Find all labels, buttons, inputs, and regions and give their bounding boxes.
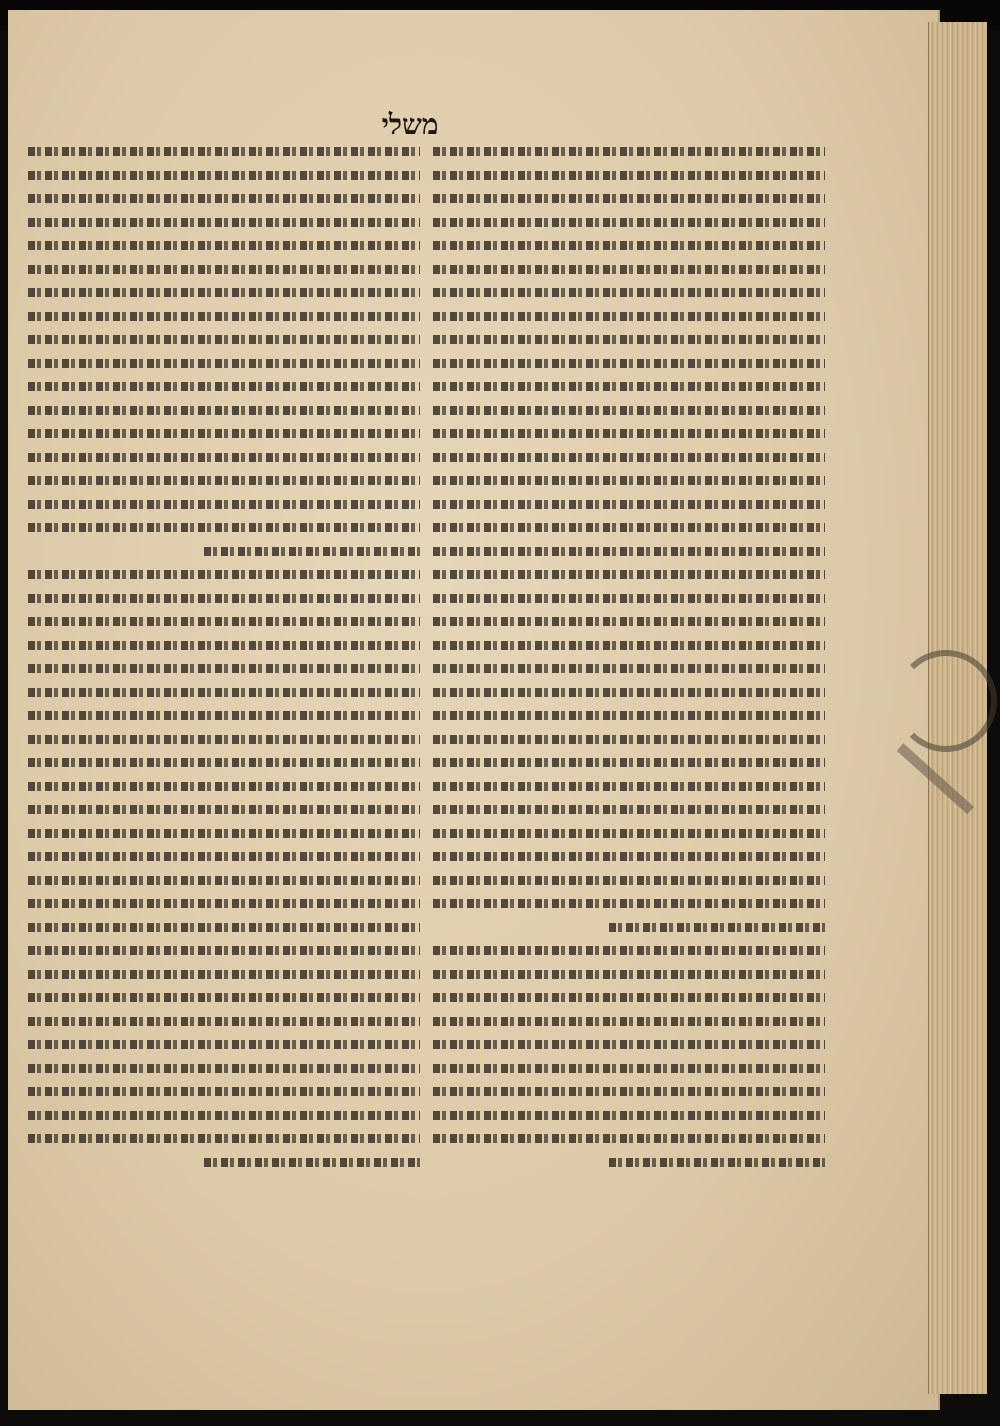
text-line-ink xyxy=(28,288,420,297)
text-line xyxy=(28,892,420,916)
text-line-ink xyxy=(433,288,825,297)
page-clip xyxy=(895,650,997,752)
text-line xyxy=(433,1057,825,1081)
text-line xyxy=(28,1080,420,1104)
text-line xyxy=(28,822,420,846)
text-line xyxy=(28,305,420,329)
text-line xyxy=(28,657,420,681)
text-line-ink xyxy=(433,218,825,227)
text-line-ink xyxy=(433,735,825,744)
text-line-ink xyxy=(28,147,420,156)
text-line-ink xyxy=(433,570,825,579)
text-line-ink xyxy=(433,1064,825,1073)
text-line xyxy=(433,822,825,846)
text-line-ink xyxy=(28,617,420,626)
text-line-ink xyxy=(28,829,420,838)
text-line-ink xyxy=(433,382,825,391)
text-line-ink xyxy=(433,617,825,626)
text-line-ink xyxy=(433,359,825,368)
text-line xyxy=(28,751,420,775)
text-line-ink xyxy=(433,194,825,203)
text-line-ink xyxy=(28,711,420,720)
text-line-ink xyxy=(28,782,420,791)
text-line-ink xyxy=(433,406,825,415)
text-line-ink xyxy=(433,1040,825,1049)
text-line-ink xyxy=(28,1087,420,1096)
text-line xyxy=(433,187,825,211)
text-line-ink xyxy=(433,171,825,180)
text-line xyxy=(433,610,825,634)
text-line-ink xyxy=(433,147,825,156)
text-line xyxy=(28,1010,420,1034)
text-line-ink xyxy=(28,570,420,579)
text-line xyxy=(433,352,825,376)
text-line-ink xyxy=(433,664,825,673)
text-line xyxy=(433,469,825,493)
text-line xyxy=(433,587,825,611)
text-line xyxy=(28,258,420,282)
text-line xyxy=(28,681,420,705)
text-line-ink xyxy=(28,1064,420,1073)
text-line-ink xyxy=(433,758,825,767)
running-head: משלי xyxy=(381,108,439,141)
text-line-ink xyxy=(28,312,420,321)
text-line-ink xyxy=(28,335,420,344)
text-line-ink xyxy=(433,1017,825,1026)
text-line xyxy=(28,187,420,211)
text-line xyxy=(28,916,420,940)
text-line xyxy=(609,1151,825,1175)
text-line-ink xyxy=(28,500,420,509)
text-line xyxy=(609,916,825,940)
text-line-ink xyxy=(28,1017,420,1026)
text-line xyxy=(433,211,825,235)
text-line-ink xyxy=(28,218,420,227)
text-line xyxy=(28,798,420,822)
text-line xyxy=(28,587,420,611)
text-line xyxy=(28,328,420,352)
text-line-ink xyxy=(28,993,420,1002)
text-line xyxy=(433,399,825,423)
text-line-ink xyxy=(28,805,420,814)
text-line xyxy=(433,328,825,352)
text-line xyxy=(28,1127,420,1151)
text-line-ink xyxy=(433,523,825,532)
text-line-ink xyxy=(204,547,420,556)
text-line xyxy=(433,563,825,587)
text-line-ink xyxy=(28,852,420,861)
text-line xyxy=(28,352,420,376)
text-line-ink xyxy=(609,923,825,932)
text-line xyxy=(433,986,825,1010)
text-line xyxy=(433,164,825,188)
text-line-ink xyxy=(28,241,420,250)
text-line xyxy=(433,446,825,470)
text-line xyxy=(433,540,825,564)
text-line-ink xyxy=(28,1040,420,1049)
text-line xyxy=(28,634,420,658)
text-line-ink xyxy=(28,946,420,955)
text-line-ink xyxy=(28,641,420,650)
text-line-ink xyxy=(433,265,825,274)
text-line xyxy=(28,422,420,446)
text-line-ink xyxy=(609,1158,825,1167)
text-line xyxy=(433,516,825,540)
text-line-ink xyxy=(433,641,825,650)
text-line-ink xyxy=(433,476,825,485)
text-line xyxy=(28,939,420,963)
text-line-ink xyxy=(433,899,825,908)
text-line xyxy=(433,305,825,329)
text-line-ink xyxy=(28,1111,420,1120)
text-line-ink xyxy=(433,429,825,438)
text-line-ink xyxy=(28,194,420,203)
text-line xyxy=(433,634,825,658)
text-line xyxy=(433,1033,825,1057)
text-line xyxy=(28,375,420,399)
text-line-ink xyxy=(28,171,420,180)
text-line xyxy=(28,399,420,423)
text-line-ink xyxy=(433,970,825,979)
text-line-ink xyxy=(28,923,420,932)
text-line-ink xyxy=(433,335,825,344)
text-line xyxy=(28,234,420,258)
text-line xyxy=(433,728,825,752)
text-line xyxy=(433,657,825,681)
text-line xyxy=(433,704,825,728)
text-line xyxy=(28,211,420,235)
text-line-ink xyxy=(28,758,420,767)
text-line xyxy=(433,681,825,705)
text-column-left xyxy=(28,140,420,1185)
text-line-ink xyxy=(28,899,420,908)
text-line xyxy=(28,869,420,893)
text-line xyxy=(28,469,420,493)
text-line-ink xyxy=(28,453,420,462)
text-line xyxy=(433,845,825,869)
text-line xyxy=(433,1080,825,1104)
text-line-ink xyxy=(28,429,420,438)
text-line xyxy=(433,258,825,282)
text-line-ink xyxy=(433,805,825,814)
text-line-ink xyxy=(433,453,825,462)
text-line xyxy=(28,1057,420,1081)
text-line xyxy=(28,704,420,728)
text-line-ink xyxy=(433,852,825,861)
text-line xyxy=(28,986,420,1010)
text-line-ink xyxy=(433,782,825,791)
text-line-ink xyxy=(433,946,825,955)
text-line-ink xyxy=(433,711,825,720)
text-line-ink xyxy=(28,1134,420,1143)
text-line xyxy=(28,516,420,540)
text-line xyxy=(433,775,825,799)
text-line-ink xyxy=(28,876,420,885)
text-line-ink xyxy=(433,1087,825,1096)
text-line xyxy=(28,610,420,634)
text-line xyxy=(28,493,420,517)
text-line-ink xyxy=(28,382,420,391)
text-line xyxy=(433,939,825,963)
text-line xyxy=(433,751,825,775)
text-line-ink xyxy=(28,970,420,979)
text-line xyxy=(433,963,825,987)
text-line xyxy=(28,563,420,587)
text-line xyxy=(433,1127,825,1151)
text-line xyxy=(433,1104,825,1128)
text-line-ink xyxy=(204,1158,420,1167)
text-line-ink xyxy=(433,241,825,250)
text-line-ink xyxy=(28,594,420,603)
text-line-ink xyxy=(433,993,825,1002)
text-line-ink xyxy=(433,1134,825,1143)
text-line-ink xyxy=(433,594,825,603)
text-line xyxy=(28,164,420,188)
text-line-ink xyxy=(433,876,825,885)
text-line xyxy=(433,869,825,893)
text-line-ink xyxy=(28,476,420,485)
text-line xyxy=(433,281,825,305)
text-line xyxy=(28,281,420,305)
text-line-ink xyxy=(28,664,420,673)
text-column-right xyxy=(433,140,825,1185)
text-line xyxy=(28,963,420,987)
text-line xyxy=(28,1033,420,1057)
text-line xyxy=(28,728,420,752)
text-line xyxy=(204,1151,420,1175)
text-line xyxy=(28,1104,420,1128)
text-line xyxy=(433,798,825,822)
text-line xyxy=(433,892,825,916)
text-line xyxy=(28,140,420,164)
text-line xyxy=(433,140,825,164)
text-line xyxy=(28,775,420,799)
text-line-ink xyxy=(28,688,420,697)
text-line xyxy=(204,540,420,564)
text-line xyxy=(433,1010,825,1034)
text-line-ink xyxy=(28,359,420,368)
text-line-ink xyxy=(28,406,420,415)
text-line-ink xyxy=(28,265,420,274)
text-line xyxy=(433,493,825,517)
text-line-ink xyxy=(28,735,420,744)
text-line-ink xyxy=(433,1111,825,1120)
text-line xyxy=(28,845,420,869)
text-line xyxy=(433,375,825,399)
text-line-ink xyxy=(433,829,825,838)
text-line xyxy=(433,234,825,258)
text-line-ink xyxy=(433,500,825,509)
text-line-ink xyxy=(433,688,825,697)
text-line xyxy=(28,446,420,470)
text-line-ink xyxy=(433,312,825,321)
text-line-ink xyxy=(28,523,420,532)
text-line xyxy=(433,422,825,446)
text-line-ink xyxy=(433,547,825,556)
